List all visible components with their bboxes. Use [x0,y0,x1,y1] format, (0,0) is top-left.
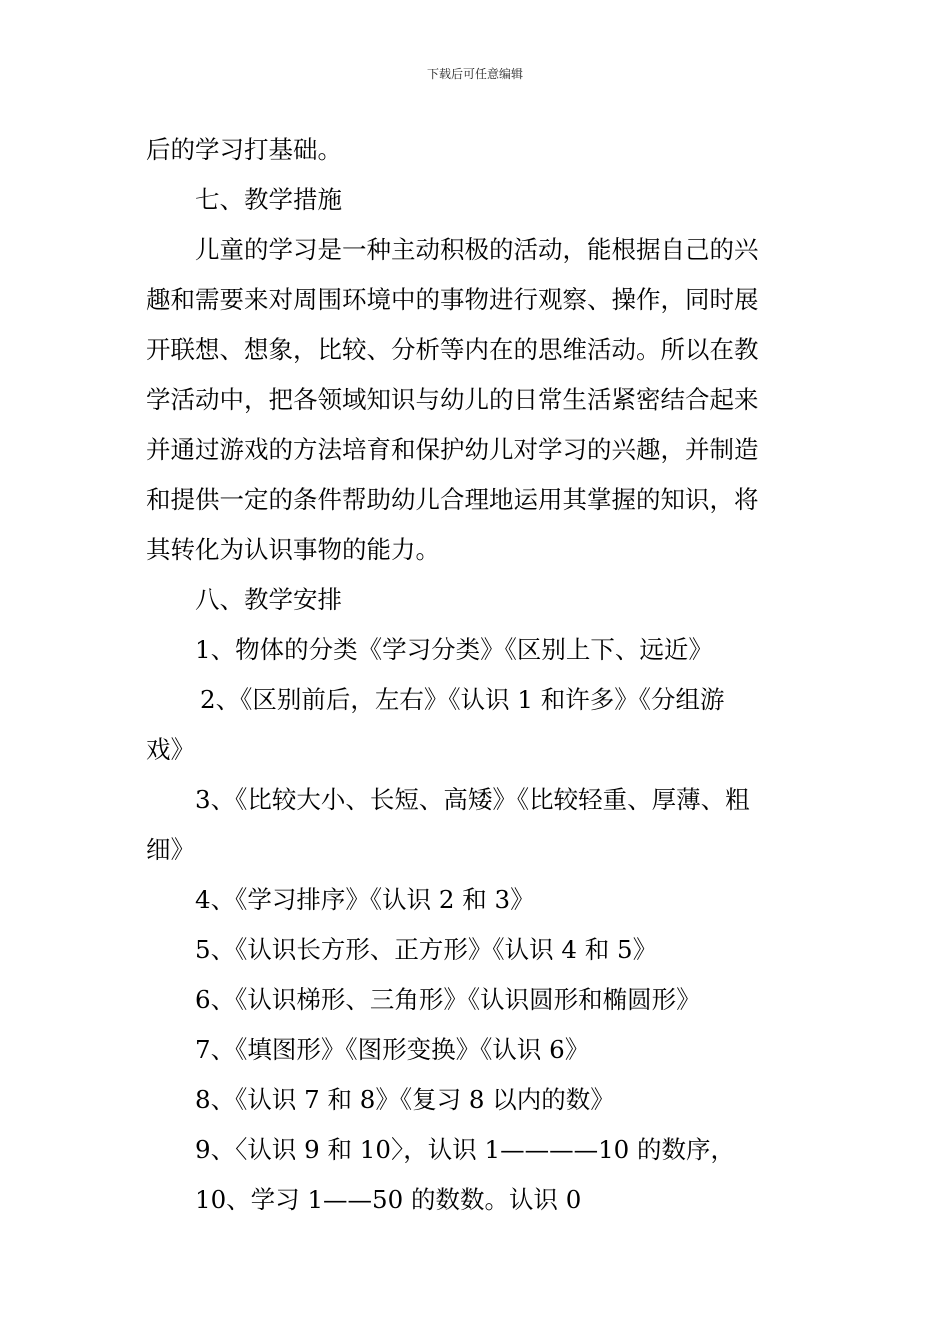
text-line: 趣和需要来对周围环境中的事物进行观察、操作，同时展 [146,285,759,314]
text-line: 和提供一定的条件帮助幼儿合理地运用其掌握的知识，将 [146,485,759,514]
list-item: 6、《认识梯形、三角形》《认识圆形和椭圆形》 [195,985,701,1014]
text-line: 开联想、想象，比较、分析等内在的思维活动。所以在教 [146,335,759,364]
text-line: 其转化为认识事物的能力。 [146,535,440,564]
list-item: 5、《认识长方形、正方形》《认识 4 和 5》 [195,935,658,964]
section-heading: 八、教学安排 [195,585,342,614]
list-item: 4、《学习排序》《认识 2 和 3》 [195,885,535,914]
page-header: 下载后可任意编辑 [426,67,523,81]
text-line: 儿童的学习是一种主动积极的活动，能根据自己的兴 [195,235,759,264]
list-item: 7、《填图形》《图形变换》《认识 6》 [195,1035,590,1064]
list-item: 10、学习 1——50 的数数。认识 0 [195,1185,582,1214]
list-item: 3、《比较大小、长短、高矮》《比较轻重、厚薄、粗 [195,785,750,814]
list-item: 2、《区别前后，左右》《认识 1 和许多》《分组游 [200,685,725,714]
list-item-continuation: 细》 [146,835,195,864]
text-line: 学活动中，把各领域知识与幼儿的日常生活紧密结合起来 [146,385,759,414]
text-line: 并通过游戏的方法培育和保护幼儿对学习的兴趣，并制造 [146,435,759,464]
list-item-continuation: 戏》 [146,735,195,764]
text-line: 后的学习打基础。 [146,135,342,164]
section-heading: 七、教学措施 [195,185,342,214]
list-item: 9、〈认识 9 和 10〉，认识 1————10 的数序， [195,1135,736,1164]
list-item: 1、物体的分类《学习分类》《区别上下、远近》 [195,635,713,664]
list-item: 8、《认识 7 和 8》《复习 8 以内的数》 [195,1085,615,1114]
